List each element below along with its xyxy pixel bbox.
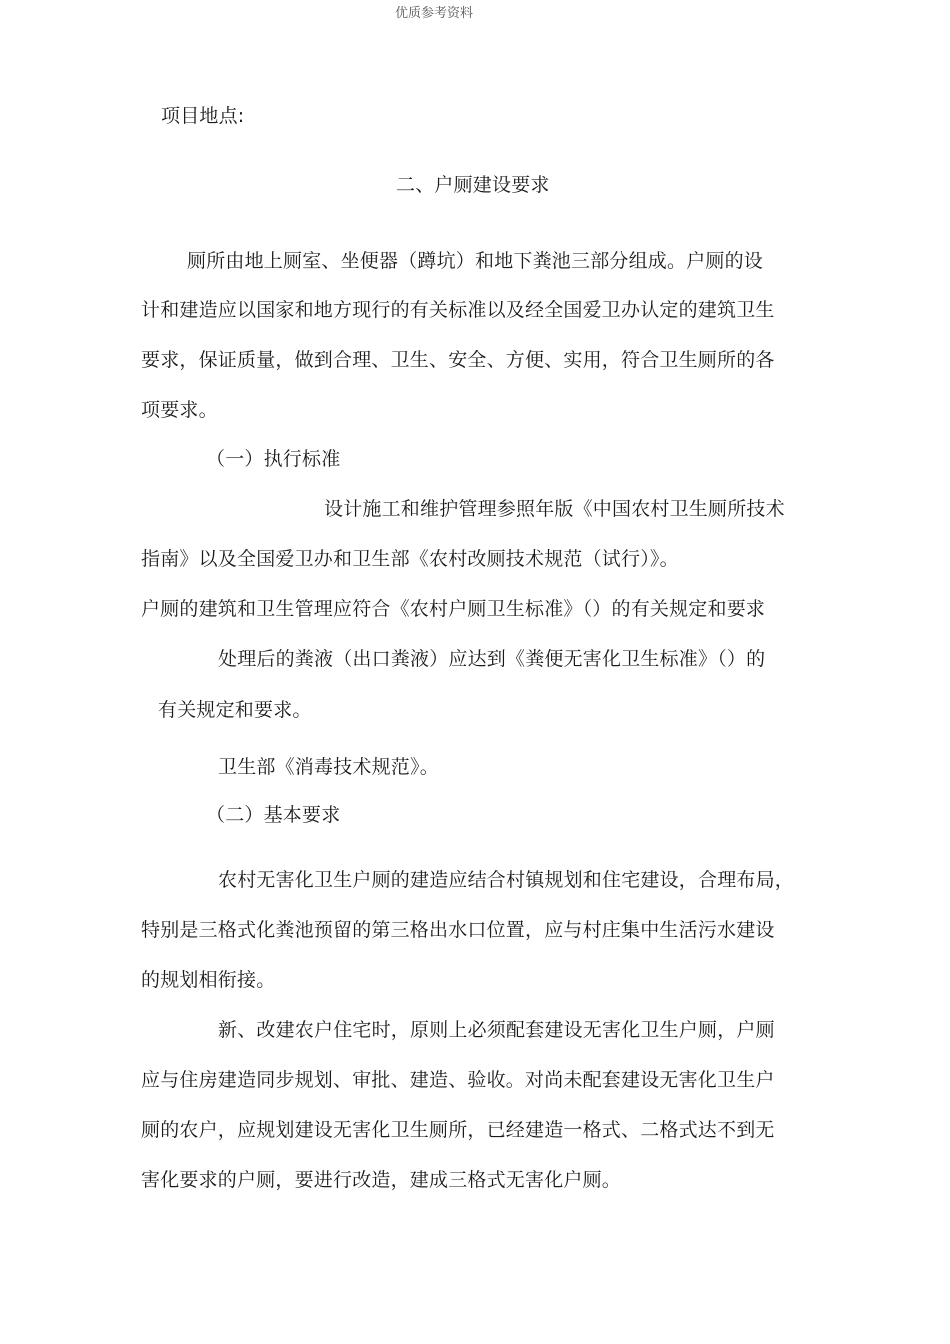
intro-line: 要求，保证质量，做到合理、卫生、安全、方便、实用，符合卫生厕所的各 — [141, 349, 775, 371]
intro-line: 项要求。 — [141, 399, 218, 421]
paragraph-line: 应与住房建造同步规划、审批、建造、验收。对尚未配套建设无害化卫生户 — [141, 1069, 775, 1091]
paragraph-line: 农村无害化卫生户厕的建造应结合村镇规划和住宅建设，合理布局， — [218, 869, 795, 891]
paragraph-line: 特别是三格式化粪池预留的第三格出水口位置，应与村庄集中生活污水建设 — [141, 919, 775, 941]
subsection-title-standards: （一）执行标准 — [206, 448, 341, 470]
header-watermark-note: 优质参考资料 — [395, 6, 474, 21]
standards-line: 处理后的粪液（出口粪液）应达到《粪便无害化卫生标准》（）的 — [218, 648, 766, 670]
standards-line: 卫生部《消毒技术规范》。 — [218, 756, 439, 778]
standards-line: 户厕的建筑和卫生管理应符合《农村户厕卫生标准》（）的有关规定和要求 — [141, 598, 766, 620]
paragraph-line: 厕的农户，应规划建设无害化卫生厕所，已经建造一格式、二格式达不到无 — [141, 1119, 775, 1141]
intro-line: 厕所由地上厕室、坐便器（蹲坑）和地下粪池三部分组成。户厕的设 — [187, 250, 764, 272]
paragraph-line: 害化要求的户厕，要进行改造，建成三格式无害化户厕。 — [141, 1169, 622, 1191]
subsection-title-basic-requirements: （二）基本要求 — [206, 804, 341, 826]
standards-line: 有关规定和要求。 — [158, 699, 312, 721]
standards-line: 设计施工和维护管理参照年版《中国农村卫生厕所技术 — [324, 498, 785, 520]
standards-line: 指南》以及全国爱卫办和卫生部《农村改厕技术规范（试行）》。 — [141, 548, 679, 570]
section-title: 二、户厕建设要求 — [396, 174, 550, 196]
paragraph-line: 新、改建农户住宅时，原则上必须配套建设无害化卫生户厕，户厕 — [218, 1019, 775, 1041]
project-location-label: 项目地点: — [161, 105, 245, 127]
intro-line: 计和建造应以国家和地方现行的有关标准以及经全国爱卫办认定的建筑卫生 — [141, 299, 775, 321]
paragraph-line: 的规划相衔接。 — [141, 969, 276, 991]
